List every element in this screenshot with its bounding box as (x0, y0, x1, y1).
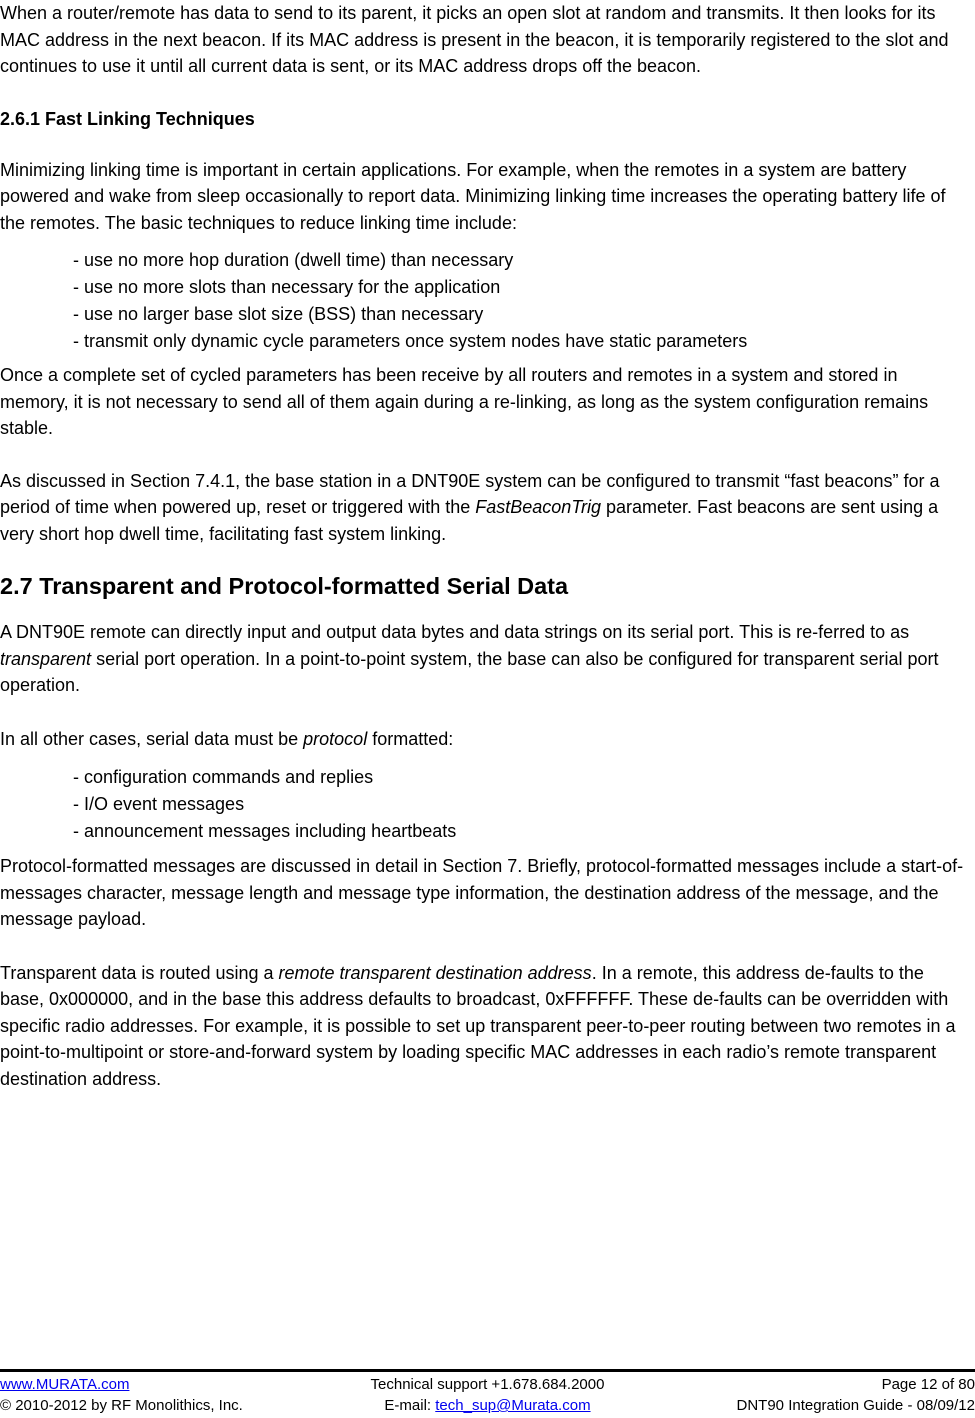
website-link[interactable]: www.MURATA.com (0, 1376, 130, 1393)
term-italic: transparent (0, 648, 92, 669)
intro-paragraph: When a router/remote has data to send to its parent, it picks an open slot at random and transmits. It then looks for its MAC address in the next beacon. If its MAC address is present in the beacon, it is temporarily registered to the slot and continues to use it until all current data is sent, or its MAC address drops off the beacon. (0, 3, 949, 76)
document-title: DNT90 Integration Guide - 08/09/12 (736, 1397, 975, 1414)
text-run: formatted: (367, 728, 454, 749)
list-item: - announcement messages including heartbeats (73, 821, 457, 841)
serial-data-paragraph-3: Protocol-formatted messages are discussed in detail in Section 7. Briefly, protocol-formatted messages include a start-of-messages character, message length and message type information, the destination address of the message, and the message payload. (0, 856, 964, 929)
list-item: - use no more slots than necessary for the application (73, 277, 501, 297)
tech-support-phone: Technical support +1.678.684.2000 (370, 1376, 605, 1393)
fast-linking-paragraph-1: Minimizing linking time is important in certain applications. For example, when the remotes in a system are battery powered and wake from sleep occasionally to report data. Minimizing linking time increases the operating battery life of the remotes. The basic techniques to reduce linking time include: (0, 159, 946, 233)
text-run: parameter. Fast beacons are sent using a very short hop dwell time, facilitating fast system linking. (0, 497, 939, 544)
footer-divider (0, 1369, 975, 1372)
section-2-6-1-heading: 2.6.1 Fast Linking Techniques (0, 108, 255, 129)
list-item: - use no more hop duration (dwell time) than necessary (73, 250, 514, 270)
page-footer (0, 1374, 975, 1416)
text-run: A DNT90E remote can directly input and output data bytes and data strings on its serial port. This is re-ferred to as (0, 622, 910, 642)
list-item: - transmit only dynamic cycle parameters once system nodes have static parameters (73, 331, 748, 351)
text-run: As discussed in Section 7.4.1, the base station in a DNT90E system can be configured to transmit “fast beacons” for a period of time when powered up, reset or triggered with the (0, 470, 940, 517)
text-run: serial port operation. In a point-to-point system, the base can also be configured for transparent serial port operation. (0, 648, 939, 695)
text-run: . In a remote, this address de-faults to the base, 0x000000, and in the base this address defaults to broadcast, 0xFFFFFF. These de-faults can be overridden with specific radio addresses. For example, it is possible to set up transparent peer-to-peer routing between two remotes in a point-to-multipoint or store-and-forward system by loading specific MAC addresses in each radio’s remote transparent destination address. (0, 962, 956, 1089)
page-number: Page 12 of 80 (881, 1376, 975, 1393)
serial-data-paragraph-2 (0, 726, 968, 753)
footer-row-1 (0, 1374, 975, 1395)
fast-linking-technique-list (0, 247, 968, 355)
copyright-notice: © 2010-2012 by RF Monolithics, Inc. (0, 1397, 243, 1414)
section-2-7-heading: 2.7 Transparent and Protocol-formatted Serial Data (0, 573, 569, 599)
parameter-name-italic: FastBeaconTrig (475, 497, 601, 517)
list-item: - configuration commands and replies (73, 767, 374, 787)
protocol-formatted-list (0, 764, 968, 845)
email-label: E-mail: (384, 1397, 432, 1414)
fast-linking-paragraph-3 (0, 468, 968, 548)
text-run: Transparent data is routed using a (0, 962, 279, 983)
term-italic: remote transparent destination address (278, 962, 592, 983)
list-item: - I/O event messages (73, 794, 245, 814)
serial-data-paragraph-1 (0, 619, 968, 699)
text-run: In all other cases, serial data must be (0, 728, 304, 749)
serial-data-paragraph-4 (0, 960, 968, 1093)
email-link[interactable]: tech_sup@Murata.com (435, 1397, 591, 1414)
fast-linking-paragraph-2: Once a complete set of cycled parameters has been receive by all routers and remotes in a system and stored in memory, it is not necessary to send all of them again during a re-linking, as long as the system configuration remains stable. (0, 365, 929, 438)
list-item: - use no larger base slot size (BSS) than necessary (73, 304, 484, 324)
footer-row-2 (0, 1395, 975, 1416)
term-italic: protocol (303, 728, 368, 749)
